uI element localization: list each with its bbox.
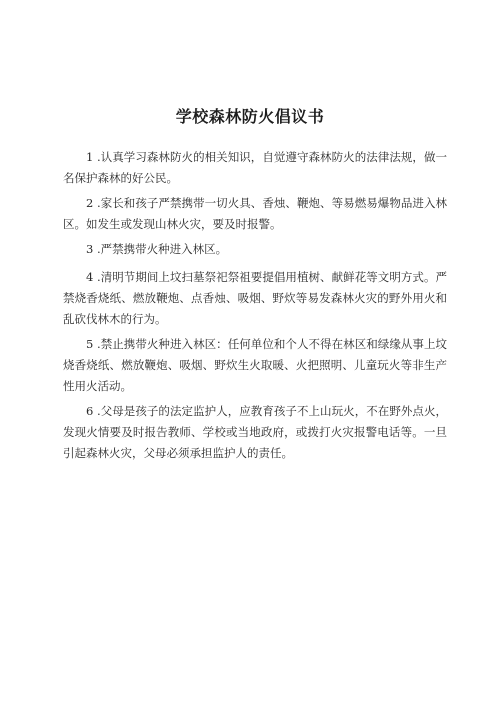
paragraph-item-5: 5 .禁止携带火种进入林区：任何单位和个人不得在林区和绿缘从事上坟烧香烧纸、燃放鞭炮、吸烟、野炊生火取暖、火把照明、儿童玩火等非生产性用火活动。	[63, 337, 447, 393]
paragraph-item-1: 1 .认真学习森林防火的相关知识，自觉遵守森林防火的法律法规，做一名保护森林的好公民。	[63, 150, 447, 185]
paragraph-item-4: 4 .清明节期间上坟扫墓祭祀祭祖要提倡用植树、献鲜花等文明方式。严禁烧香烧纸、燃放鞭炮、点香烛、吸烟、野炊等易发森林火灾的野外用火和乱砍伐林木的行为。	[63, 270, 447, 326]
paragraph-item-6: 6 .父母是孩子的法定监护人，应教育孩子不上山玩火，不在野外点火，发现火情要及时报告教师、学校或当地政府，或拨打火灾报警电话等。一旦引起森林火灾，父母必须承担监护人的责任。	[63, 404, 447, 460]
document-title: 学校森林防火倡议书	[175, 107, 325, 126]
paragraph-item-2: 2 .家长和孩子严禁携带一切火具、香烛、鞭炮、等易燃易爆物品进入林区。如发生或发现山林火灾，要及时报警。	[63, 196, 447, 231]
paragraph-item-3: 3 .严禁携带火种进入林区。	[86, 242, 228, 256]
document-body	[63, 147, 447, 468]
